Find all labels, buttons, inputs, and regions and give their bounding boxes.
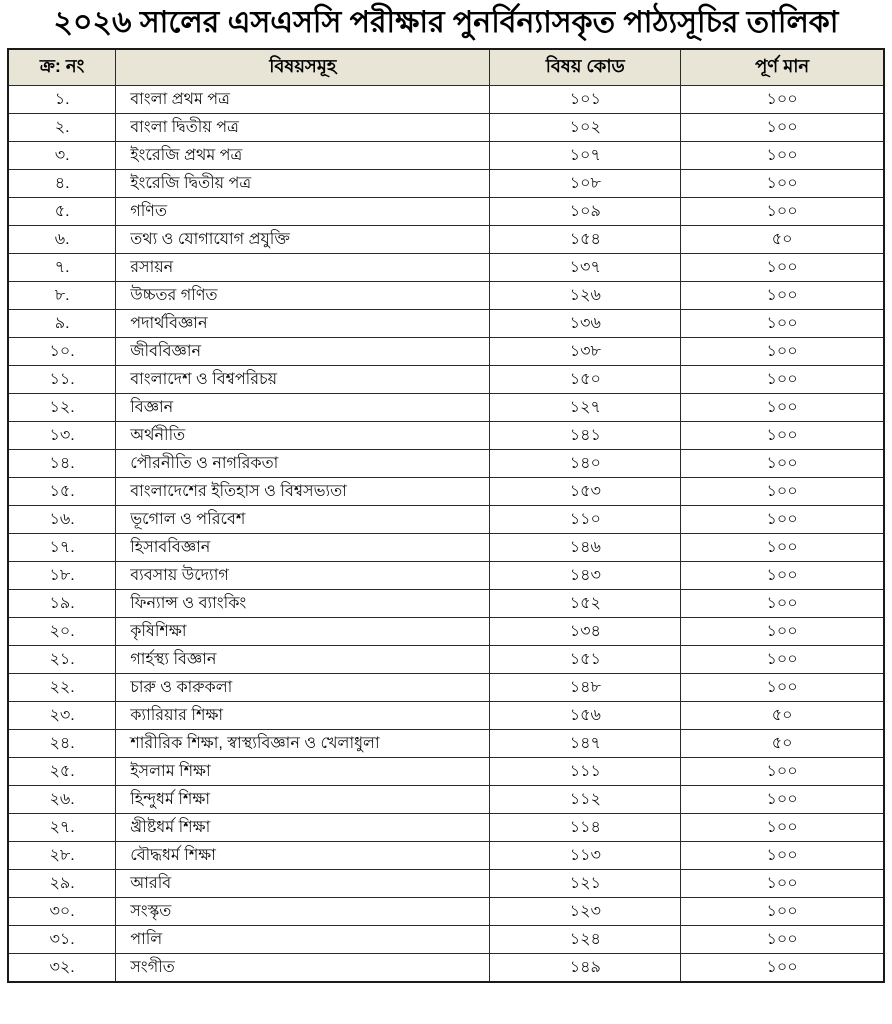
table-row — [8, 170, 884, 198]
cell-code: ১৪১ — [490, 422, 681, 450]
cell-subject: অর্থনীতি — [116, 422, 490, 450]
cell-code: ১৩৬ — [490, 310, 681, 338]
cell-code: ১৪৮ — [490, 674, 681, 702]
cell-serial: ২০. — [8, 618, 116, 646]
cell-code: ১৫১ — [490, 646, 681, 674]
cell-marks: ১০০ — [681, 114, 884, 142]
cell-code: ১২৬ — [490, 282, 681, 310]
cell-subject: চারু ও কারুকলা — [116, 674, 490, 702]
header-code: বিষয় কোড — [490, 49, 681, 86]
cell-subject: বাংলাদেশের ইতিহাস ও বিশ্বসভ্যতা — [116, 478, 490, 506]
table-row — [8, 730, 884, 758]
cell-subject: সংস্কৃত — [116, 898, 490, 926]
cell-subject: পালি — [116, 926, 490, 954]
cell-subject: বাংলাদেশ ও বিশ্বপরিচয় — [116, 366, 490, 394]
cell-subject: বাংলা প্রথম পত্র — [116, 86, 490, 114]
header-marks: পূর্ণ মান — [681, 49, 884, 86]
cell-code: ১৫২ — [490, 590, 681, 618]
table-row — [8, 618, 884, 646]
cell-serial: ১৬. — [8, 506, 116, 534]
cell-code: ১৩৪ — [490, 618, 681, 646]
cell-marks: ১০০ — [681, 254, 884, 282]
cell-marks: ১০০ — [681, 590, 884, 618]
cell-marks: ১০০ — [681, 310, 884, 338]
cell-serial: ১৫. — [8, 478, 116, 506]
cell-marks: ১০০ — [681, 198, 884, 226]
cell-code: ১৫৪ — [490, 226, 681, 254]
cell-serial: ৫. — [8, 198, 116, 226]
table-row — [8, 898, 884, 926]
cell-marks: ১০০ — [681, 366, 884, 394]
cell-marks: ১০০ — [681, 898, 884, 926]
table-row — [8, 534, 884, 562]
cell-serial: ১৪. — [8, 450, 116, 478]
cell-subject: গণিত — [116, 198, 490, 226]
cell-marks: ১০০ — [681, 478, 884, 506]
subject-table — [7, 48, 885, 984]
cell-serial: ১০. — [8, 338, 116, 366]
table-row — [8, 506, 884, 534]
cell-code: ১৪০ — [490, 450, 681, 478]
cell-subject: ব্যবসায় উদ্যোগ — [116, 562, 490, 590]
table-row — [8, 590, 884, 618]
cell-code: ১১৪ — [490, 814, 681, 842]
table-row — [8, 786, 884, 814]
cell-marks: ১০০ — [681, 786, 884, 814]
cell-subject: খ্রীষ্টধর্ম শিক্ষা — [116, 814, 490, 842]
cell-marks: ১০০ — [681, 562, 884, 590]
cell-subject: ইসলাম শিক্ষা — [116, 758, 490, 786]
cell-marks: ১০০ — [681, 170, 884, 198]
cell-code: ১৫০ — [490, 366, 681, 394]
cell-marks: ১০০ — [681, 282, 884, 310]
table-row — [8, 198, 884, 226]
cell-marks: ১০০ — [681, 758, 884, 786]
cell-marks: ১০০ — [681, 422, 884, 450]
cell-code: ১০৭ — [490, 142, 681, 170]
cell-code: ১১২ — [490, 786, 681, 814]
cell-subject: ক্যারিয়ার শিক্ষা — [116, 702, 490, 730]
cell-subject: আরবি — [116, 870, 490, 898]
cell-marks: ৫০ — [681, 702, 884, 730]
cell-serial: ২৬. — [8, 786, 116, 814]
table-row — [8, 954, 884, 983]
header-serial: ক্র: নং — [8, 49, 116, 86]
cell-code: ১০২ — [490, 114, 681, 142]
table-row — [8, 870, 884, 898]
cell-marks: ১০০ — [681, 618, 884, 646]
cell-serial: ২১. — [8, 646, 116, 674]
cell-marks: ১০০ — [681, 450, 884, 478]
cell-serial: ১. — [8, 86, 116, 114]
cell-code: ১৪৬ — [490, 534, 681, 562]
table-row — [8, 142, 884, 170]
cell-serial: ৩২. — [8, 954, 116, 983]
table-row — [8, 422, 884, 450]
cell-code: ১১৩ — [490, 842, 681, 870]
table-row — [8, 478, 884, 506]
cell-serial: ১৩. — [8, 422, 116, 450]
cell-marks: ১০০ — [681, 842, 884, 870]
table-row — [8, 674, 884, 702]
cell-serial: ১৭. — [8, 534, 116, 562]
table-row — [8, 338, 884, 366]
table-row — [8, 814, 884, 842]
cell-code: ১০১ — [490, 86, 681, 114]
cell-subject: শারীরিক শিক্ষা, স্বাস্থ্যবিজ্ঞান ও খেলাধুলা — [116, 730, 490, 758]
cell-subject: কৃষিশিক্ষা — [116, 618, 490, 646]
cell-subject: বৌদ্ধধর্ম শিক্ষা — [116, 842, 490, 870]
cell-serial: ১২. — [8, 394, 116, 422]
cell-subject: ইংরেজি প্রথম পত্র — [116, 142, 490, 170]
cell-subject: বিজ্ঞান — [116, 394, 490, 422]
cell-code: ১২১ — [490, 870, 681, 898]
table-row — [8, 562, 884, 590]
cell-marks: ১০০ — [681, 86, 884, 114]
cell-subject: জীববিজ্ঞান — [116, 338, 490, 366]
cell-subject: সংগীত — [116, 954, 490, 983]
table-row — [8, 86, 884, 114]
cell-code: ১৪৭ — [490, 730, 681, 758]
cell-serial: ১৮. — [8, 562, 116, 590]
cell-code: ১০৯ — [490, 198, 681, 226]
table-row — [8, 226, 884, 254]
cell-serial: ২২. — [8, 674, 116, 702]
cell-serial: ২৩. — [8, 702, 116, 730]
table-row — [8, 282, 884, 310]
cell-code: ১৫৬ — [490, 702, 681, 730]
cell-serial: ৩০. — [8, 898, 116, 926]
table-row — [8, 702, 884, 730]
table-row — [8, 114, 884, 142]
cell-serial: ২৮. — [8, 842, 116, 870]
cell-marks: ১০০ — [681, 814, 884, 842]
cell-subject: তথ্য ও যোগাযোগ প্রযুক্তি — [116, 226, 490, 254]
cell-subject: রসায়ন — [116, 254, 490, 282]
cell-marks: ৫০ — [681, 226, 884, 254]
cell-serial: ১১. — [8, 366, 116, 394]
cell-subject: পৌরনীতি ও নাগরিকতা — [116, 450, 490, 478]
cell-serial: ২. — [8, 114, 116, 142]
table-header — [8, 49, 884, 86]
cell-marks: ১০০ — [681, 954, 884, 983]
cell-subject: পদার্থবিজ্ঞান — [116, 310, 490, 338]
cell-marks: ১০০ — [681, 646, 884, 674]
cell-code: ১৪৩ — [490, 562, 681, 590]
cell-marks: ১০০ — [681, 338, 884, 366]
cell-serial: ২৪. — [8, 730, 116, 758]
table-row — [8, 254, 884, 282]
cell-serial: ৬. — [8, 226, 116, 254]
cell-subject: হিন্দুধর্ম শিক্ষা — [116, 786, 490, 814]
cell-serial: ৪. — [8, 170, 116, 198]
table-row — [8, 926, 884, 954]
table-body — [8, 86, 884, 983]
cell-subject: ভূগোল ও পরিবেশ — [116, 506, 490, 534]
cell-marks: ১০০ — [681, 142, 884, 170]
cell-code: ১০৮ — [490, 170, 681, 198]
cell-marks: ১০০ — [681, 870, 884, 898]
cell-marks: ১০০ — [681, 534, 884, 562]
table-row — [8, 758, 884, 786]
cell-serial: ২৫. — [8, 758, 116, 786]
cell-code: ১৩৭ — [490, 254, 681, 282]
cell-serial: ৩. — [8, 142, 116, 170]
cell-subject: ইংরেজি দ্বিতীয় পত্র — [116, 170, 490, 198]
cell-code: ১৩৮ — [490, 338, 681, 366]
cell-serial: ৮. — [8, 282, 116, 310]
table-row — [8, 366, 884, 394]
cell-serial: ২৭. — [8, 814, 116, 842]
cell-code: ১১১ — [490, 758, 681, 786]
table-row — [8, 450, 884, 478]
cell-marks: ৫০ — [681, 730, 884, 758]
page-title: ২০২৬ সালের এসএসসি পরীক্ষার পুনর্বিন্যাসকৃত পাঠ্যসূচির তালিকা — [53, 6, 839, 39]
cell-code: ১৫৩ — [490, 478, 681, 506]
cell-marks: ১০০ — [681, 926, 884, 954]
cell-subject: উচ্চতর গণিত — [116, 282, 490, 310]
table-row — [8, 842, 884, 870]
cell-code: ১২৩ — [490, 898, 681, 926]
table-row — [8, 394, 884, 422]
cell-serial: ৯. — [8, 310, 116, 338]
cell-code: ১১০ — [490, 506, 681, 534]
cell-subject: হিসাববিজ্ঞান — [116, 534, 490, 562]
header-row — [8, 49, 884, 86]
cell-serial: ১৯. — [8, 590, 116, 618]
table-row — [8, 646, 884, 674]
cell-serial: ২৯. — [8, 870, 116, 898]
cell-marks: ১০০ — [681, 674, 884, 702]
table-row — [8, 310, 884, 338]
cell-code: ১৪৯ — [490, 954, 681, 983]
cell-marks: ১০০ — [681, 394, 884, 422]
cell-subject: ফিন্যান্স ও ব্যাংকিং — [116, 590, 490, 618]
cell-subject: গার্হস্থ্য বিজ্ঞান — [116, 646, 490, 674]
header-subject: বিষয়সমূহ — [116, 49, 490, 86]
cell-subject: বাংলা দ্বিতীয় পত্র — [116, 114, 490, 142]
cell-serial: ৭. — [8, 254, 116, 282]
cell-code: ১২৭ — [490, 394, 681, 422]
cell-serial: ৩১. — [8, 926, 116, 954]
cell-code: ১২৪ — [490, 926, 681, 954]
cell-marks: ১০০ — [681, 506, 884, 534]
